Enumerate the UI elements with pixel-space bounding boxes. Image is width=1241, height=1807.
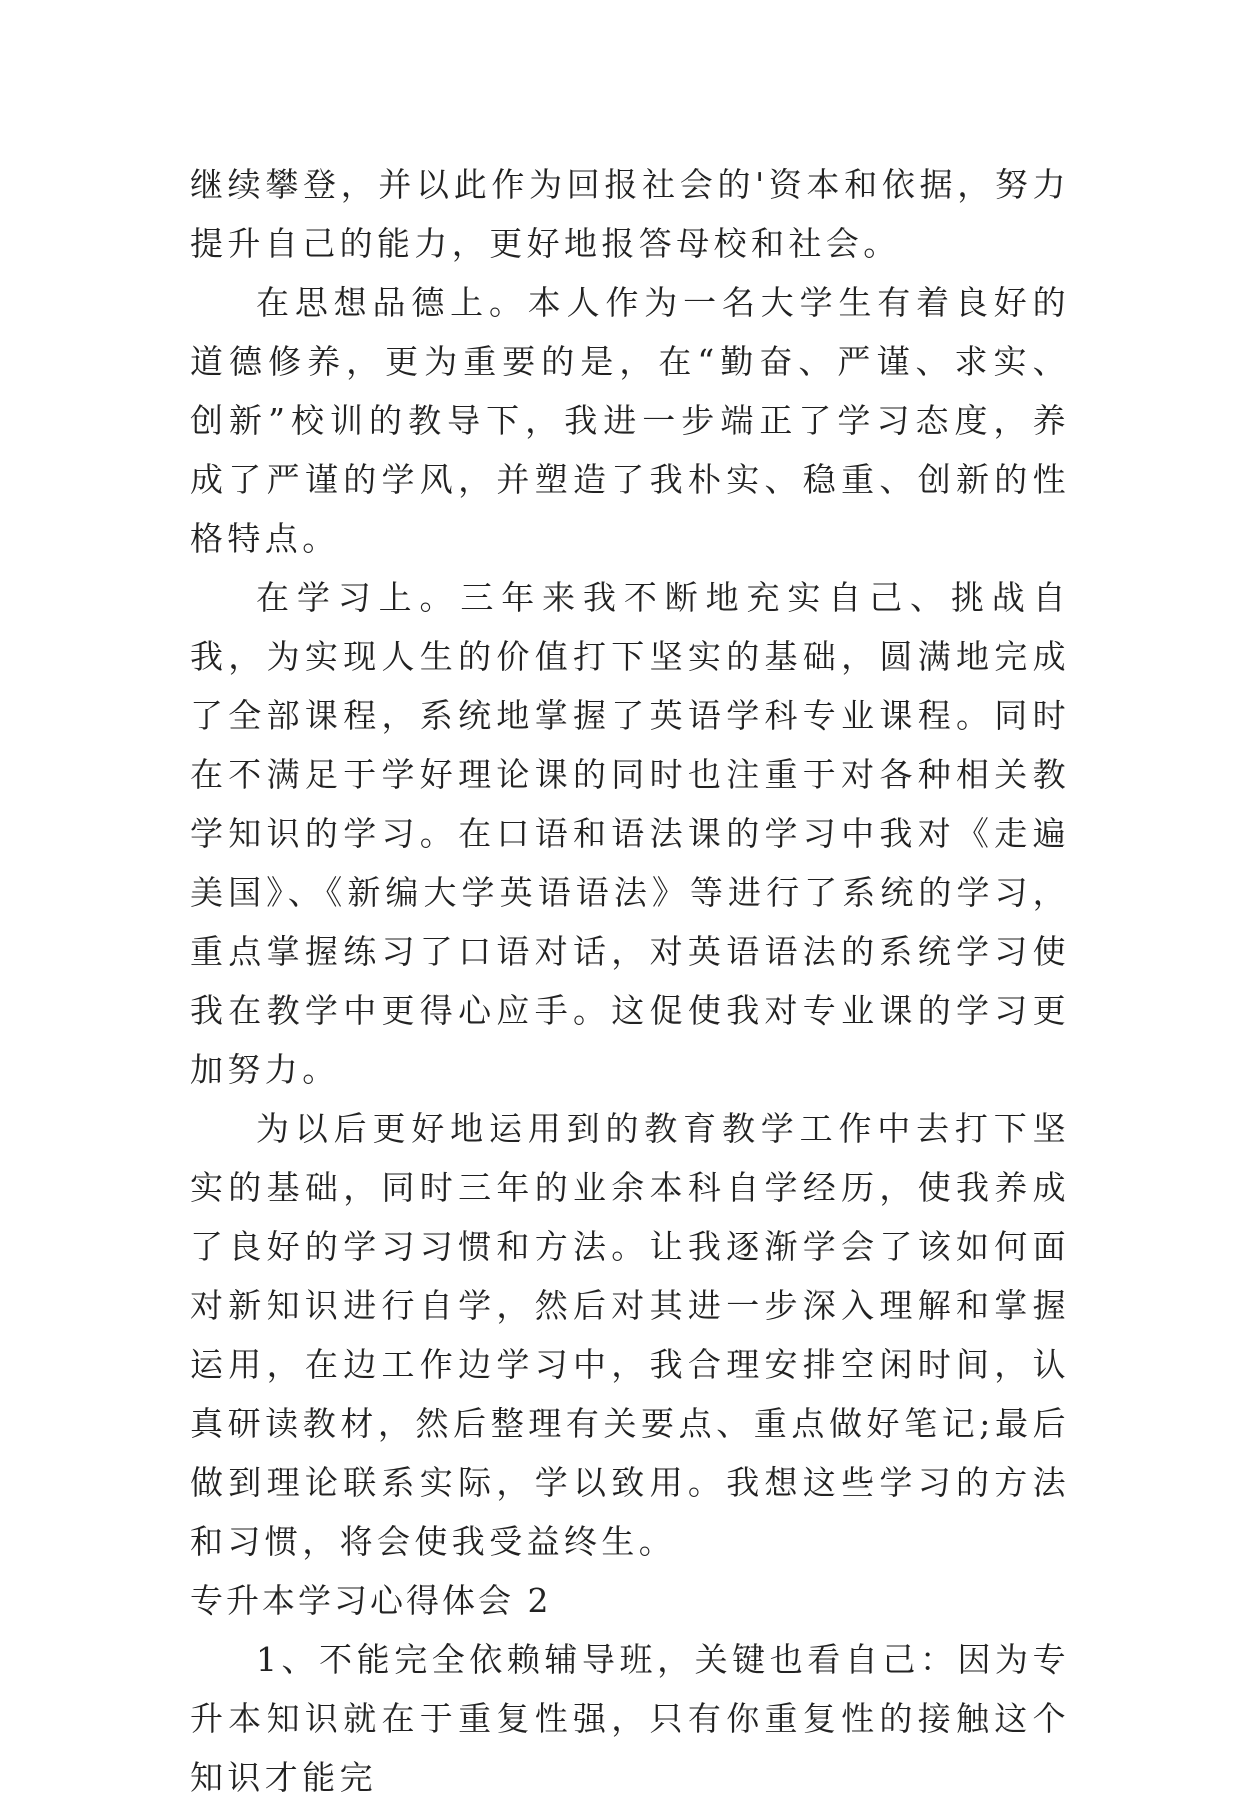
document-page	[190, 155, 1070, 1807]
paragraph-study: 在学习上。三年来我不断地充实自己、挑战自我，为实现人生的价值打下坚实的基础，圆满地完成了全部课程，系统地掌握了英语学科专业课程。同时在不满足于学好理论课的同时也注重于对各种相关教学知识的学习。在口语和语法课的学习中我对《走遍美国》、《新编大学英语语法》等进行了系统的学习，重点掌握练习了口语对话，对英语语法的系统学习使我在教学中更得心应手。这促使我对专业课的学习更加努力。	[190, 578, 1070, 1089]
paragraph-continuation: 继续攀登，并以此作为回报社会的'资本和依据，努力提升自己的能力，更好地报答母校和社会。	[190, 165, 1070, 263]
section-heading: 专升本学习心得体会 2	[190, 1581, 552, 1620]
paragraph-moral-character: 在思想品德上。本人作为一名大学生有着良好的道德修养，更为重要的是，在“勤奋、严谨、求实、创新”校训的教导下，我进一步端正了学习态度，养成了严谨的学风，并塑造了我朴实、稳重、创新的性格特点。	[190, 283, 1070, 558]
paragraph-section-2: 1、不能完全依赖辅导班，关键也看自己：因为专升本知识就在于重复性强，只有你重复性的接触这个知识才能完	[190, 1640, 1070, 1797]
paragraph-study-habits: 为以后更好地运用到的教育教学工作中去打下坚实的基础，同时三年的业余本科自学经历，使我养成了良好的学习习惯和方法。让我逐渐学会了该如何面对新知识进行自学，然后对其进一步深入理解和掌握运用，在边工作边学习中，我合理安排空闲时间，认真研读教材，然后整理有关要点、重点做好笔记;最后做到理论联系实际，学以致用。我想这些学习的方法和习惯，将会使我受益终生。	[190, 1109, 1070, 1561]
